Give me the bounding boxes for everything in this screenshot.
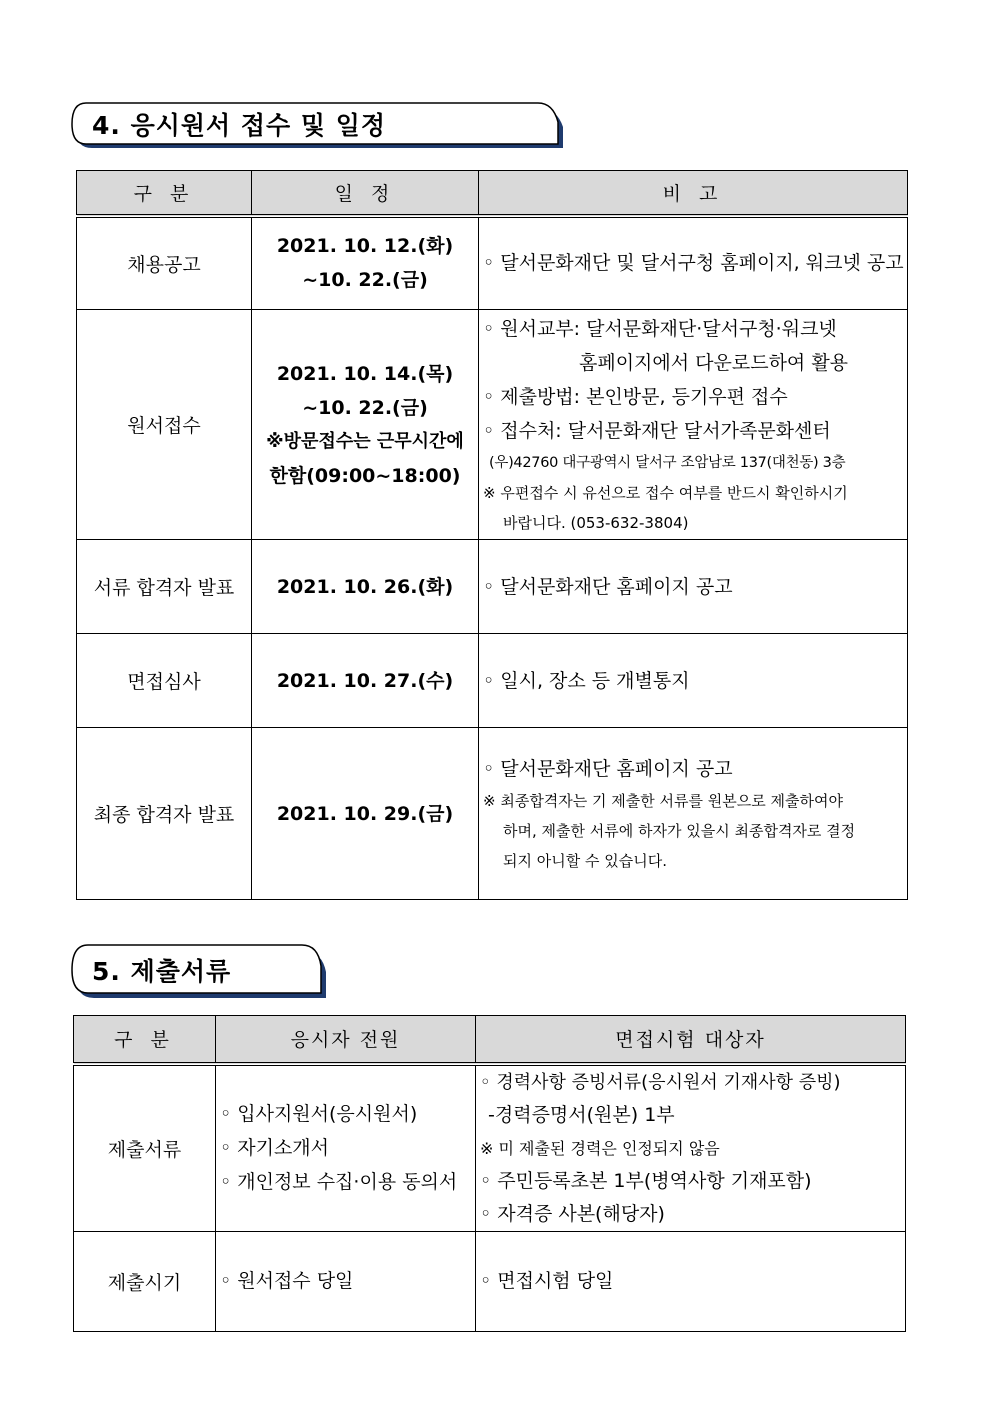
row-notes <box>479 728 908 900</box>
date-line: 2021. 10. 29.(금) <box>276 802 454 825</box>
note-line: ◦ 달서문화재단 홈페이지 공고 <box>483 575 733 598</box>
note-line: ◦ 일시, 장소 등 개별통지 <box>483 669 690 692</box>
address-line: (우)42760 대구광역시 달서구 조암남로 137(대천동) 3층 <box>489 454 846 471</box>
row-all-applicants <box>216 1064 476 1232</box>
row-date <box>252 634 479 728</box>
row-notes <box>479 310 908 540</box>
row-notes <box>479 540 908 634</box>
note-line: ◦ 접수처: 달서문화재단 달서가족문화센터 <box>483 419 831 442</box>
header-category: 구 분 <box>74 1016 216 1064</box>
row-interview-candidates <box>476 1064 906 1232</box>
note-line: ◦ 자격증 사본(해당자) <box>480 1202 665 1225</box>
note-line: ◦ 달서문화재단 홈페이지 공고 <box>483 757 733 780</box>
note-line: ◦ 경력사항 증빙서류(응시원서 기재사항 증빙) <box>480 1071 841 1093</box>
section4-title: 4. 응시원서 접수 및 일정 <box>92 111 387 140</box>
note-line: 홈페이지에서 다운로드하여 활용 <box>579 351 849 374</box>
section4-title-banner <box>70 100 565 155</box>
row-category: 최종 합격자 발표 <box>77 728 252 900</box>
row-interview-candidates <box>476 1231 906 1331</box>
note-line: ◦ 입사지원서(응시원서) <box>220 1103 418 1125</box>
row-category: 채용공고 <box>77 216 252 310</box>
table-row <box>77 728 908 900</box>
schedule-table <box>76 170 908 900</box>
row-category: 제출서류 <box>74 1064 216 1232</box>
row-category: 제출시기 <box>74 1231 216 1331</box>
date-line: 2021. 10. 14.(목) <box>276 362 454 385</box>
note-line: ◦ 주민등록초본 1부(병역사항 기재포함) <box>480 1169 812 1192</box>
date-line: 2021. 10. 27.(수) <box>276 669 454 692</box>
note-line: ◦ 면접시험 당일 <box>480 1270 614 1292</box>
note-line: ◦ 자기소개서 <box>220 1137 330 1159</box>
row-notes <box>479 216 908 310</box>
header-category: 구 분 <box>77 171 252 216</box>
table-row <box>74 1064 906 1232</box>
note-line: ※ 최종합격자는 기 제출한 서류를 원본으로 제출하여야 <box>483 791 843 810</box>
date-line: ~10. 22.(금) <box>302 269 428 292</box>
date-line: 2021. 10. 26.(화) <box>276 575 454 598</box>
section5-title-banner <box>70 942 330 1004</box>
note-line: ◦ 개인정보 수집·이용 동의서 <box>220 1171 458 1193</box>
table-row <box>77 216 908 310</box>
note-line: 바랍니다. (053-632-3804) <box>503 513 689 532</box>
documents-table <box>73 1015 906 1332</box>
note-line: 하며, 제출한 서류에 하자가 있을시 최종합격자로 결정 <box>503 821 856 840</box>
table-row <box>77 540 908 634</box>
date-line: 2021. 10. 12.(화) <box>276 235 454 258</box>
row-notes <box>479 634 908 728</box>
date-line: ※방문접수는 근무시간에 <box>266 430 464 452</box>
table-row <box>74 1231 906 1331</box>
section5-title: 5. 제출서류 <box>92 957 232 986</box>
row-date <box>252 310 479 540</box>
header-interview-candidates: 면접시험 대상자 <box>476 1016 906 1064</box>
header-all-applicants: 응시자 전원 <box>216 1016 476 1064</box>
row-category: 면접심사 <box>77 634 252 728</box>
date-line: ~10. 22.(금) <box>302 396 428 419</box>
row-category: 서류 합격자 발표 <box>77 540 252 634</box>
row-category: 원서접수 <box>77 310 252 540</box>
table-row <box>77 634 908 728</box>
note-line: -경력증명서(원본) 1부 <box>488 1103 675 1126</box>
note-line: ※ 우편접수 시 유선으로 접수 여부를 반드시 확인하시기 <box>483 483 848 502</box>
note-line: ◦ 제출방법: 본인방문, 등기우편 접수 <box>483 385 788 408</box>
date-line: 한함(09:00~18:00) <box>269 464 461 487</box>
note-line: ◦ 원서교부: 달서문화재단·달서구청·워크넷 <box>483 317 837 340</box>
row-date <box>252 540 479 634</box>
note-line: ※ 미 제출된 경력은 인정되지 않음 <box>480 1138 720 1158</box>
row-date <box>252 728 479 900</box>
note-line: ◦ 달서문화재단 및 달서구청 홈페이지, 워크넷 공고 <box>483 252 904 275</box>
header-schedule: 일 정 <box>252 171 479 216</box>
row-all-applicants <box>216 1231 476 1331</box>
note-line: ◦ 원서접수 당일 <box>220 1270 354 1292</box>
note-line: 되지 아니할 수 있습니다. <box>503 851 667 870</box>
table-row <box>77 310 908 540</box>
header-remarks: 비 고 <box>479 171 908 216</box>
row-date <box>252 216 479 310</box>
